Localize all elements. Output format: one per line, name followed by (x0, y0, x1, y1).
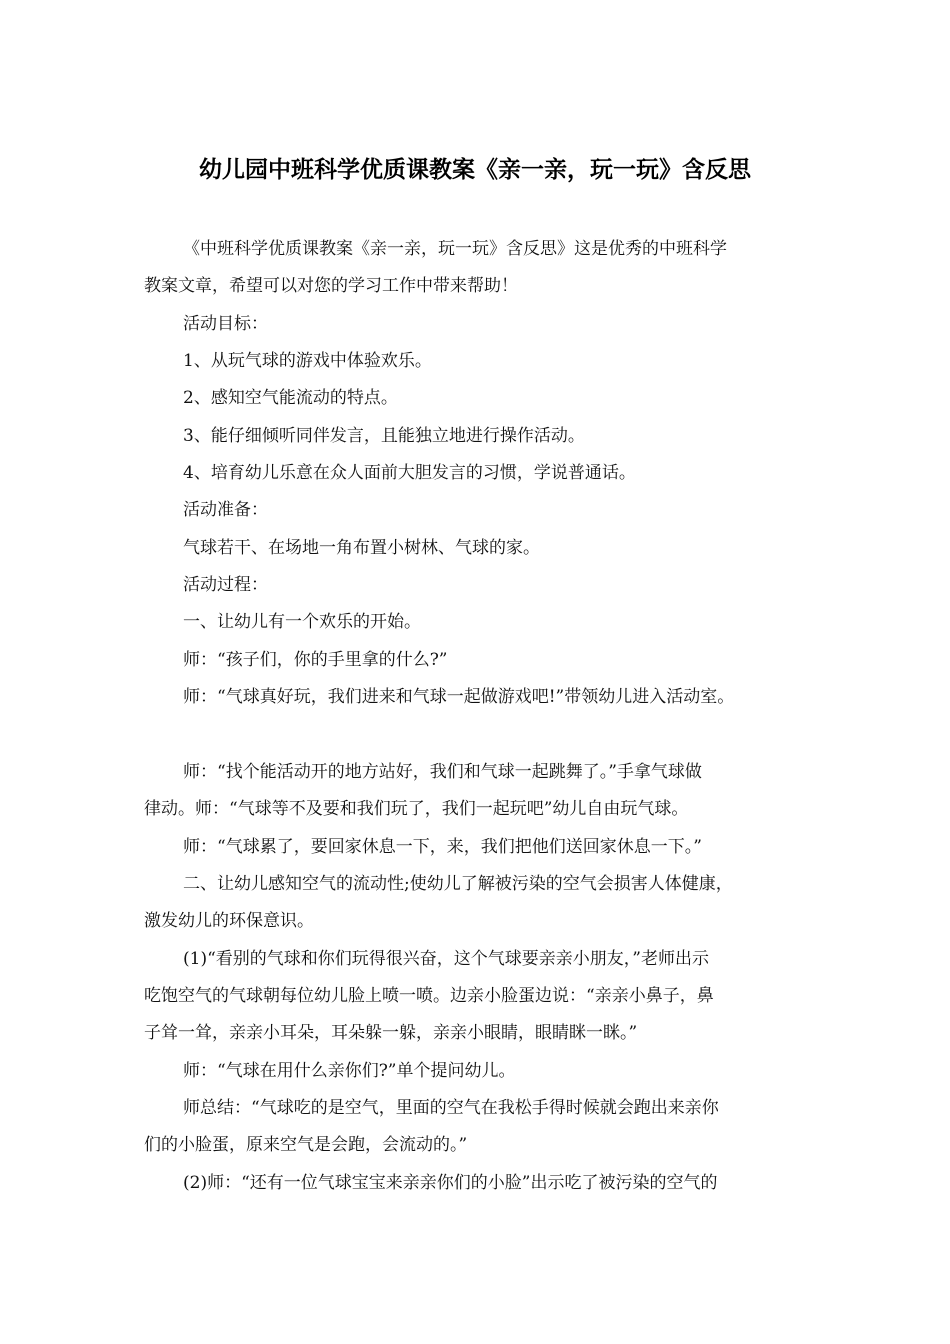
paragraph-line: 激发幼儿的环保意识。 (144, 911, 314, 931)
paragraph-line: 师：“气球在用什么亲你们?”单个提问幼儿。 (183, 1061, 516, 1081)
list-item: 3、能仔细倾听同伴发言，且能独立地进行操作活动。 (183, 426, 585, 446)
paragraph-line: 师：“气球累了，要回家休息一下，来，我们把他们送回家休息一下。” (183, 837, 702, 857)
paragraph-line: 师：“找个能活动开的地方站好，我们和气球一起跳舞了。”手拿气球做 (183, 762, 702, 782)
paragraph-line: 《中班科学优质课教案《亲一亲，玩一玩》含反思》这是优秀的中班科学 (183, 239, 727, 259)
paragraph-line: 师：“孩子们，你的手里拿的什么?” (183, 650, 448, 670)
paragraph-line: 子耸一耸，亲亲小耳朵，耳朵躲一躲，亲亲小眼睛，眼睛眯一眯。” (144, 1023, 638, 1043)
paragraph-line: 师总结：“气球吃的是空气，里面的空气在我松手得时候就会跑出来亲你 (183, 1098, 719, 1118)
list-item: 4、培育幼儿乐意在众人面前大胆发言的习惯，学说普通话。 (183, 463, 636, 483)
list-item: 2、感知空气能流动的特点。 (183, 388, 398, 408)
section-heading: 活动准备： (183, 500, 268, 520)
paragraph-line: (2)师：“还有一位气球宝宝来亲亲你们的小脸”出示吃了被污染的空气的 (183, 1173, 718, 1193)
paragraph-line: 气球若干、在场地一角布置小树林、气球的家。 (183, 538, 540, 558)
section-heading: 活动过程： (183, 575, 268, 595)
paragraph-line: 们的小脸蛋，原来空气是会跑，会流动的。” (144, 1135, 468, 1155)
paragraph-line: 教案文章，希望可以对您的学习工作中带来帮助！ (144, 276, 518, 296)
paragraph-line: 律动。师：“气球等不及要和我们玩了，我们一起玩吧”幼儿自由玩气球。 (144, 799, 689, 819)
paragraph-line: 师：“气球真好玩，我们进来和气球一起做游戏吧!”带领幼儿进入活动室。 (183, 687, 735, 707)
paragraph-line: 一、让幼儿有一个欢乐的开始。 (183, 612, 421, 632)
section-heading: 活动目标： (183, 314, 268, 334)
paragraph-line: 二、让幼儿感知空气的流动性;使幼儿了解被污染的空气会损害人体健康， (183, 874, 733, 894)
paragraph-line: (1)“看别的气球和你们玩得很兴奋，这个气球要亲亲小朋友，”老师出示 (183, 949, 709, 969)
list-item: 1、从玩气球的游戏中体验欢乐。 (183, 351, 432, 371)
document-title: 幼儿园中班科学优质课教案《亲一亲，玩一玩》含反思 (199, 157, 751, 183)
paragraph-line: 吃饱空气的气球朝每位幼儿脸上喷一喷。边亲小脸蛋边说：“亲亲小鼻子，鼻 (144, 986, 714, 1006)
